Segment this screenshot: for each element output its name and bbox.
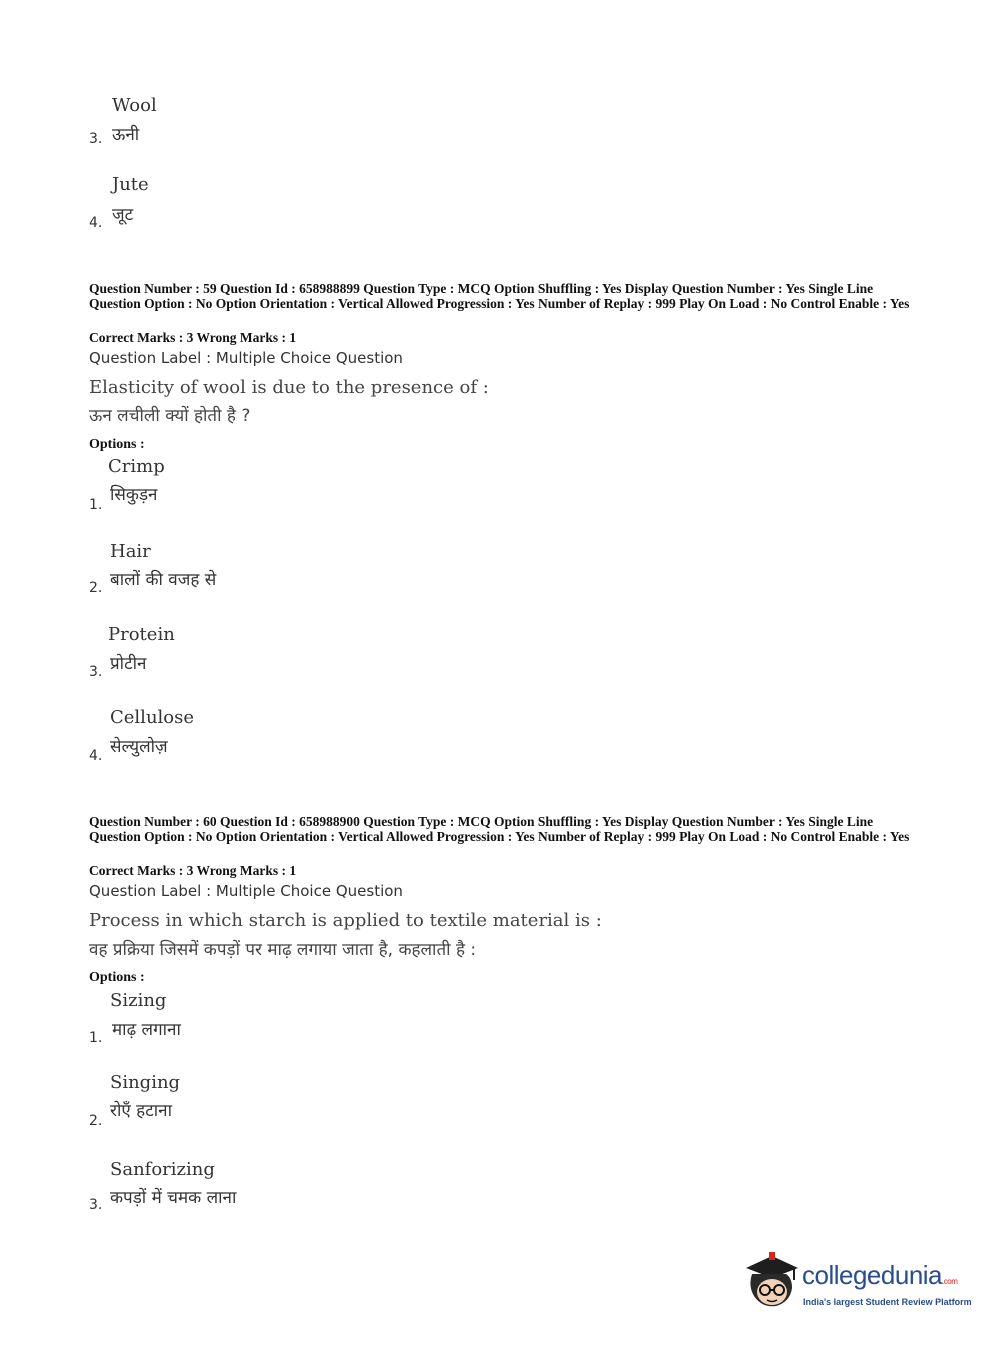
option-number: 3.: [89, 1197, 103, 1213]
options-heading: Options :: [89, 437, 145, 452]
question-marks: Correct Marks : 3 Wrong Marks : 1: [89, 330, 297, 345]
option-number: 1.: [89, 497, 103, 513]
option-text-hi: सेल्युलोज़: [110, 737, 168, 757]
option-text-en: Cellulose: [110, 707, 195, 728]
option-text-en: Wool: [112, 95, 157, 116]
option-text-hi: माढ़ लगाना: [112, 1020, 181, 1040]
option-text-en: Hair: [110, 541, 151, 562]
option-text-hi: कपड़ों में चमक लाना: [110, 1188, 237, 1208]
option-number: 1.: [89, 1030, 103, 1046]
option-text-hi: प्रोटीन: [110, 654, 147, 674]
option-number: 3.: [89, 131, 103, 147]
question-label: Question Label : Multiple Choice Question: [89, 349, 403, 367]
question-marks: Correct Marks : 3 Wrong Marks : 1: [89, 863, 297, 878]
option-text-en: Crimp: [108, 456, 165, 477]
option-number: 3.: [89, 664, 103, 680]
logo-suffix: .com: [942, 1277, 958, 1286]
option-text-hi: रोएँ हटाना: [110, 1101, 172, 1121]
question-text-en: Elasticity of wool is due to the presence of :: [89, 377, 489, 398]
option-number: 4.: [89, 215, 103, 231]
collegedunia-logo[interactable]: [742, 1250, 972, 1315]
option-number: 4.: [89, 748, 103, 764]
question-meta: Question Number : 60 Question Id : 658988900 Question Type : MCQ Option Shuffling : Yes Display Question Number : Yes Single Line Question Option : No Option Orientation : Vertical Allowed Progression : Yes Number of Replay : 999 Play On Load : No Control Enable : Yes: [89, 814, 910, 844]
option-text-hi: सिकुड़न: [110, 485, 158, 505]
option-text-en: Jute: [112, 174, 149, 195]
question-text-hi: ऊन लचीली क्यों होती है ?: [89, 406, 251, 426]
option-text-hi: जूट: [112, 205, 134, 225]
question-label: Question Label : Multiple Choice Question: [89, 882, 403, 900]
mascot-icon: [742, 1250, 800, 1312]
question-text-en: Process in which starch is applied to textile material is :: [89, 910, 602, 931]
option-text-en: Sanforizing: [110, 1159, 215, 1180]
option-text-hi: बालों की वजह से: [110, 570, 217, 590]
option-text-en: Sizing: [110, 990, 167, 1011]
option-text-en: Protein: [108, 624, 175, 645]
option-text-en: Singing: [110, 1072, 181, 1093]
logo-tagline: India's largest Student Review Platform: [803, 1297, 972, 1307]
option-number: 2.: [89, 1113, 103, 1129]
options-heading: Options :: [89, 970, 145, 985]
logo-name: collegedunia: [802, 1260, 943, 1290]
option-number: 2.: [89, 580, 103, 596]
option-text-hi: ऊनी: [112, 125, 140, 145]
question-meta: Question Number : 59 Question Id : 658988899 Question Type : MCQ Option Shuffling : Yes Display Question Number : Yes Single Line Question Option : No Option Orientation : Vertical Allowed Progression : Yes Number of Replay : 999 Play On Load : No Control Enable : Yes: [89, 281, 910, 311]
question-text-hi: वह प्रक्रिया जिसमें कपड़ों पर माढ़ लगाया जाता है, कहलाती है :: [89, 940, 477, 960]
